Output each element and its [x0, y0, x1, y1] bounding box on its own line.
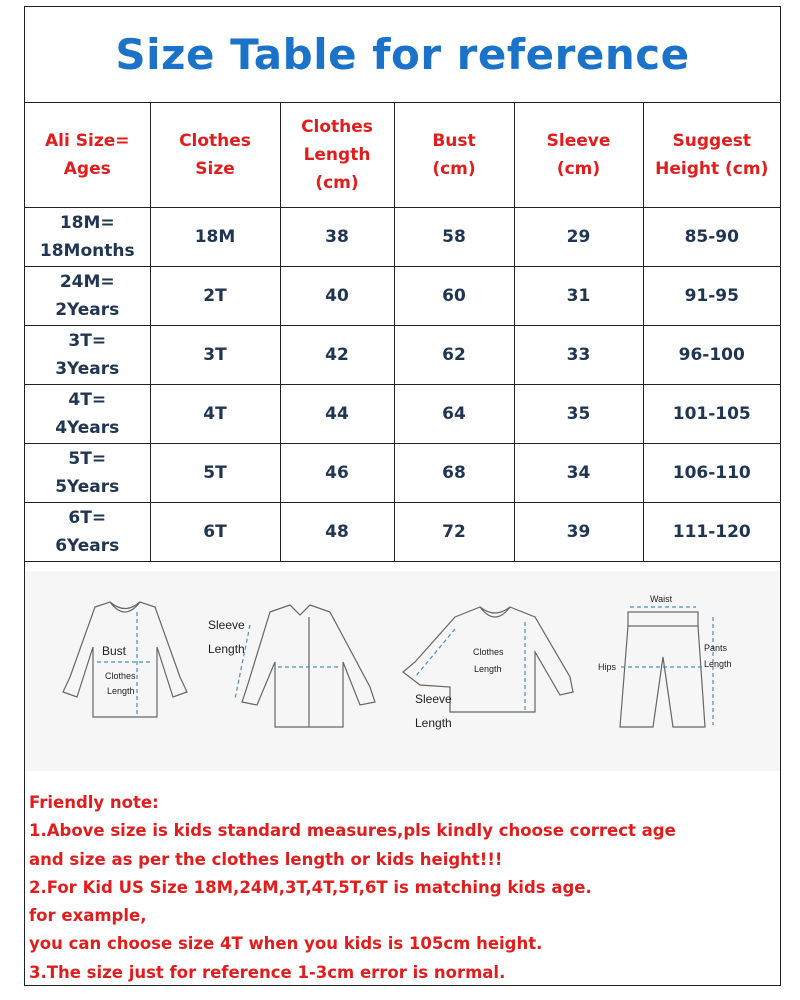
sleeve-label-2: Sleeve [415, 692, 452, 706]
cell-bust: 58 [394, 208, 514, 267]
cell-height: 101-105 [643, 385, 780, 444]
sleeve-length-label: Length [208, 642, 245, 656]
cell-size: 18M [150, 208, 280, 267]
page-title: Size Table for reference [25, 7, 780, 103]
note-line: and size as per the clothes length or kids height!!! [29, 849, 503, 869]
header-clothes-length: Clothes Length (cm) [280, 103, 394, 208]
clothes-label: Clothes [105, 671, 136, 681]
bust-label: Bust [102, 644, 127, 658]
table-header-row [25, 103, 780, 208]
cell-size: 4T [150, 385, 280, 444]
pants-length-label: Length [704, 659, 732, 669]
size-table [25, 103, 780, 562]
cell-size: 2T [150, 267, 280, 326]
length-label: Length [107, 686, 135, 696]
cell-sleeve: 33 [514, 326, 643, 385]
cell-length: 40 [280, 267, 394, 326]
cell-sleeve: 31 [514, 267, 643, 326]
sleeve-label: Sleeve [208, 618, 245, 632]
table-row [25, 326, 780, 385]
cell-sleeve: 29 [514, 208, 643, 267]
hips-label: Hips [598, 662, 617, 672]
cell-height: 91-95 [643, 267, 780, 326]
cell-size: 5T [150, 444, 280, 503]
cell-age: 6T= 6Years [25, 503, 150, 562]
header-suggest-height: Suggest Height (cm) [643, 103, 780, 208]
note-line: for example, [29, 906, 147, 926]
header-ali-size: Ali Size= Ages [25, 103, 150, 208]
note-heading: Friendly note: [29, 793, 159, 812]
header-clothes-size: Clothes Size [150, 103, 280, 208]
cell-bust: 72 [394, 503, 514, 562]
measurement-illustrations [25, 567, 780, 777]
cell-age: 5T= 5Years [25, 444, 150, 503]
cell-age: 18M= 18Months [25, 208, 150, 267]
cell-bust: 60 [394, 267, 514, 326]
pants-label: Pants [704, 643, 728, 653]
waist-label: Waist [650, 594, 673, 604]
cell-bust: 64 [394, 385, 514, 444]
cell-length: 44 [280, 385, 394, 444]
cell-age: 24M= 2Years [25, 267, 150, 326]
cell-sleeve: 35 [514, 385, 643, 444]
cell-age: 4T= 4Years [25, 385, 150, 444]
note-line: you can choose size 4T when you kids is 105cm height. [29, 934, 543, 954]
note-line: 1.Above size is kids standard measures,pls kindly choose correct age [29, 821, 676, 841]
cell-length: 48 [280, 503, 394, 562]
cell-bust: 62 [394, 326, 514, 385]
cell-length: 42 [280, 326, 394, 385]
table-row [25, 385, 780, 444]
cell-age: 3T= 3Years [25, 326, 150, 385]
measurement-diagram [25, 567, 780, 777]
cell-length: 38 [280, 208, 394, 267]
sleeve-length-label-2: Length [415, 716, 452, 730]
clothes-label-2: Clothes [473, 647, 504, 657]
size-chart [24, 6, 781, 986]
header-bust: Bust (cm) [394, 103, 514, 208]
cell-bust: 68 [394, 444, 514, 503]
table-row [25, 444, 780, 503]
cell-length: 46 [280, 444, 394, 503]
cell-size: 3T [150, 326, 280, 385]
friendly-note [29, 789, 777, 987]
cell-sleeve: 39 [514, 503, 643, 562]
note-line: 3.The size just for reference 1-3cm error is normal. [29, 962, 506, 982]
length-label-2: Length [474, 664, 502, 674]
table-row [25, 503, 780, 562]
header-sleeve: Sleeve (cm) [514, 103, 643, 208]
cell-size: 6T [150, 503, 280, 562]
cell-height: 106-110 [643, 444, 780, 503]
cell-height: 96-100 [643, 326, 780, 385]
cell-height: 111-120 [643, 503, 780, 562]
table-row [25, 267, 780, 326]
cell-height: 85-90 [643, 208, 780, 267]
note-line: 2.For Kid US Size 18M,24M,3T,4T,5T,6T is matching kids age. [29, 877, 592, 897]
table-row [25, 208, 780, 267]
cell-sleeve: 34 [514, 444, 643, 503]
